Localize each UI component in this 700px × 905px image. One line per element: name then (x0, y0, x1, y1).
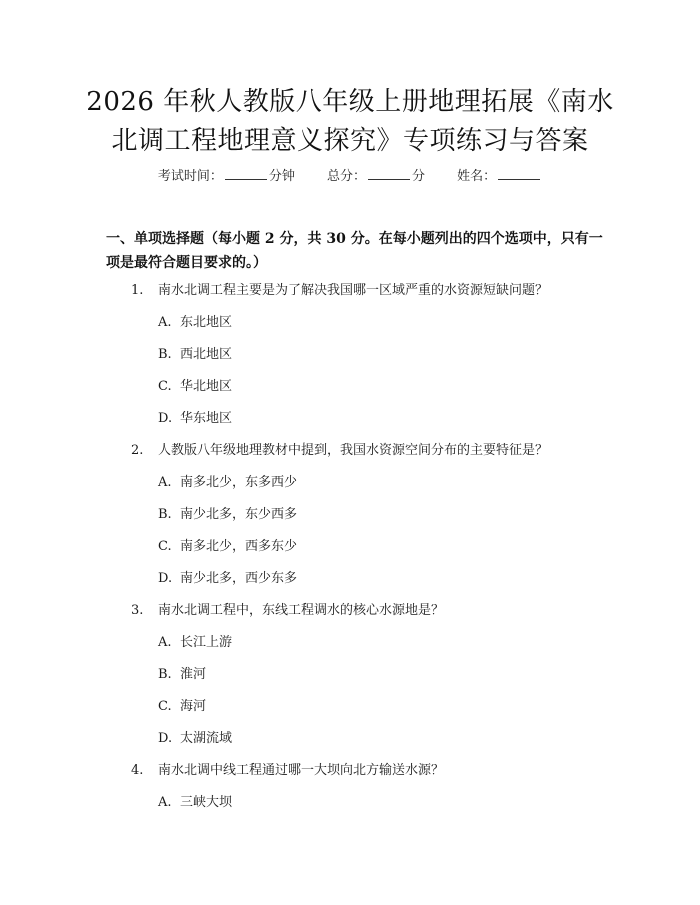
exam-time-unit: 分钟 (268, 169, 295, 184)
option-label: A. (158, 635, 172, 650)
question-3 (131, 601, 444, 621)
total-score-blank (368, 166, 410, 180)
question-1-option-c (158, 377, 232, 397)
option-text: 南少北多，西少东多 (180, 571, 298, 586)
option-label: D. (158, 571, 173, 586)
student-name-label: 姓名： (457, 169, 497, 184)
question-2-option-a (158, 473, 297, 493)
question-2-option-b (158, 505, 297, 525)
option-text: 海河 (180, 699, 207, 714)
question-number: 4. (131, 763, 144, 778)
question-3-option-d (158, 729, 232, 749)
option-text: 华东地区 (180, 411, 233, 426)
option-label: A. (158, 475, 172, 490)
option-text: 东北地区 (180, 315, 233, 330)
option-label: B. (158, 347, 172, 362)
option-text: 太湖流域 (180, 731, 233, 746)
question-2-option-d (158, 569, 297, 589)
question-number: 2. (131, 443, 144, 458)
question-1-option-d (158, 409, 232, 429)
option-text: 华北地区 (180, 379, 233, 394)
student-name-blank (498, 166, 540, 180)
option-label: A. (158, 315, 172, 330)
section-heading: 一、单项选择题（每小题 2 分，共 30 分。在每小题列出的四个选项中，只有一项是最符合题目要求的。） (106, 231, 603, 271)
option-label: A. (158, 795, 172, 810)
exam-time-label: 考试时间： (157, 169, 223, 184)
question-number: 1. (131, 283, 144, 298)
option-text: 西北地区 (180, 347, 233, 362)
option-label: C. (158, 699, 172, 714)
exam-time (158, 166, 295, 188)
question-1-option-a (158, 313, 232, 333)
student-name (457, 166, 542, 188)
total-score-label: 总分： (326, 169, 366, 184)
question-text: 南水北调中线工程通过哪一大坝向北方输送水源？ (158, 763, 445, 778)
question-3-option-c (158, 697, 206, 717)
question-text: 南水北调工程中，东线工程调水的核心水源地是？ (158, 603, 445, 618)
question-3-option-a (158, 633, 232, 653)
question-1-option-b (158, 345, 232, 365)
total-score-unit: 分 (412, 169, 426, 184)
option-text: 长江上游 (180, 635, 233, 650)
question-number: 3. (131, 603, 144, 618)
option-text: 南少北多，东少西多 (180, 507, 298, 522)
exam-meta (0, 166, 700, 188)
question-4 (131, 761, 444, 781)
option-label: C. (158, 379, 172, 394)
question-2-option-c (158, 537, 297, 557)
option-label: B. (158, 667, 172, 682)
option-label: D. (158, 411, 173, 426)
option-label: C. (158, 539, 172, 554)
page-title-line-2: 北调工程地理意义探究》专项练习与答案 (111, 126, 589, 156)
question-text: 南水北调工程主要是为了解决我国哪一区域严重的水资源短缺问题？ (158, 283, 549, 298)
question-2 (131, 441, 548, 461)
option-text: 三峡大坝 (180, 795, 233, 810)
question-1 (131, 281, 548, 301)
option-text: 南多北少，西多东少 (180, 539, 298, 554)
question-text: 人教版八年级地理教材中提到，我国水资源空间分布的主要特征是？ (158, 443, 549, 458)
page-title-line-1: 2026 年秋人教版八年级上册地理拓展《南水 (86, 87, 614, 117)
option-text: 南多北少，东多西少 (180, 475, 298, 490)
option-label: D. (158, 731, 173, 746)
question-3-option-b (158, 665, 206, 685)
total-score (327, 166, 425, 188)
question-4-option-a (158, 793, 232, 813)
option-text: 淮河 (180, 667, 207, 682)
exam-time-blank (225, 166, 267, 180)
option-label: B. (158, 507, 172, 522)
